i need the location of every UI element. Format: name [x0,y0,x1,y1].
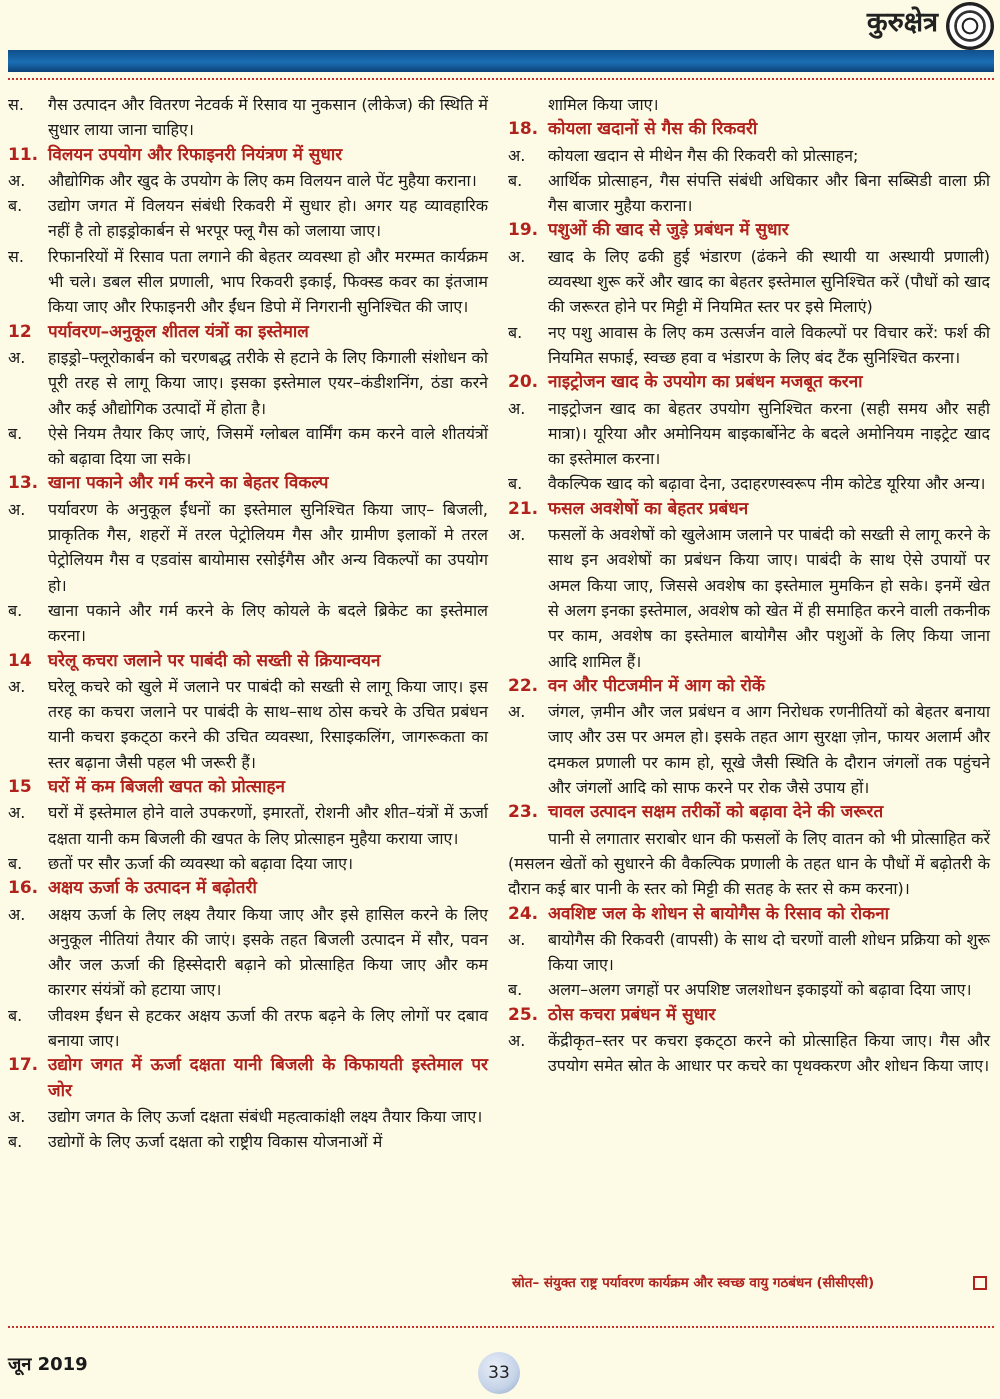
item-marker: ब. [508,322,523,342]
section-heading [8,775,488,800]
section-heading-text: उद्योग जगत में ऊर्जा दक्षता यानी बिजली के किफायती इस्तेमाल पर जोर [48,1055,488,1101]
right-column [508,92,990,1079]
chakra-emblem-icon [946,2,994,50]
magazine-title: कुरुक्षेत्र [866,7,938,38]
section-heading-text: पर्यावरण–अनुकूल शीतल यंत्रों का इस्तेमाल [48,321,309,342]
item-text: फसलों के अवशेषों को खुलेआम जलाने पर पाबंदी को सख्ती से लागू करने के साथ इन अवशेषों का प्रबंधन किया जाए। पाबंदी के साथ ऐसे उपायों पर अमल किया जाए, जिससे अवशेष का इस्तेमाल मुमकिन हो सके। इनमें खेत से अलग इनका इस्तेमाल, अवशेष को खेत में ही समाहित करने वाली तकनीक पर काम, अवशेष का इस्तेमाल बायोगैस और पशुओं के लिए किया जाना आदि शामिल हैं। [548,525,990,671]
item-marker: अ. [8,676,26,696]
section-heading-text: विलयन उपयोग और रिफाइनरी नियंत्रण में सुधार [48,144,343,165]
list-item [8,1104,488,1129]
section-heading [8,471,488,496]
item-marker: स. [8,246,24,266]
section-heading-text: चावल उत्पादन सक्षम तरीकों को बढ़ावा देने की जरूरत [548,802,884,823]
section-heading [8,320,488,345]
item-text: घरों में इस्तेमाल होने वाले उपकरणों, इमारतों, रोशनी और शीत–यंत्रों में ऊर्जा दक्षता यानी कम बिजली की खपत के लिए प्रोत्साहन मुहैया कराया जाए। [48,803,488,848]
item-text: पर्यावरण के अनुकूल ईंधनों का इस्तेमाल सुनिश्चित किया जाए– बिजली, प्राकृतिक गैस, शहरों में तरल पेट्रोलियम गैस और ग्रामीण इलाकों मे तरल पेट्रोलियम गैस व एडवांस बायोमास रसोईगैस और अन्य विकल्पों का उपयोग हो। [48,499,488,595]
item-marker: अ. [8,347,26,367]
section-heading [8,143,488,168]
item-marker: 21. [508,498,539,519]
item-text: वैकल्पिक खाद को बढ़ावा देना, उदाहरणस्वरूप नीम कोटेड यूरिया और अन्य। [548,474,986,494]
list-item [8,800,488,851]
list-item [8,902,488,1003]
item-marker: ब. [8,1005,23,1025]
item-text: केंद्रीकृत–स्तर पर कचरा इकट्‌ठा करने को प्रोत्साहित किया जाए। गैस और उपयोग समेत स्रोत के आधार पर कचरे का पृथक्करण और शोधन किया जाए। [548,1030,990,1076]
item-marker: अ. [508,246,526,266]
item-text: उद्योग जगत के लिए ऊर्जा दक्षता संबंधी महत्वाकांक्षी लक्ष्य तैयार किया जाए। [48,1106,483,1126]
list-item [8,497,488,598]
section-heading-text: कोयला खदानों से गैस की रिकवरी [548,119,758,140]
item-text: जंगल, ज़मीन और जल प्रबंधन व आग निरोधक रणनीतियों को बेहतर बनाया जाए और उस पर अमल हो। इसके तहत आग सुरक्षा ज़ोन, फायर अलार्म और दमकल प्रणाली पर काम हो, सूखे जैसी स्थिति के दौरान जंगलों तक पहुंचने और जंगलों आदि को साफ करने पर रोक जैसे उपाय हों। [548,702,990,798]
section-heading-text: वन और पीटजमीन में आग को रोकें [548,675,765,696]
item-marker: ब. [8,1132,23,1152]
list-item [8,92,488,143]
top-header [0,0,1000,48]
section-heading-text: अक्षय ऊर्जा के उत्पादन में बढ़ोतरी [48,878,257,899]
item-marker: अ. [8,803,26,823]
list-item [508,143,990,168]
section-heading [8,649,488,674]
section-heading-text: घरों में कम बिजली खपत को प्रोत्साहन [48,777,285,798]
item-text: छतों पर सौर ऊर्जा की व्यवस्था को बढ़ावा दिया जाए। [48,853,354,873]
section-heading [8,876,488,901]
list-item [8,598,488,649]
item-marker: 17. [8,1055,39,1076]
section-heading [508,497,990,522]
item-text: गैस उत्पादन और वितरण नेटवर्क में रिसाव या नुकसान (लीकेज) की स्थिति में सुधार लाया जाना चाहिए। [48,95,488,140]
item-marker: ब. [508,474,523,494]
item-marker: 20. [508,372,539,393]
list-item [508,522,990,674]
section-heading-text: घरेलू कचरा जलाने पर पाबंदी को सख्ती से क्रियान्वयन [48,650,381,671]
item-marker: ब. [8,853,23,873]
item-marker: 13. [8,473,39,494]
section-heading-text: अवशिष्ट जल के शोधन से बायोगैस के रिसाव को रोकना [548,903,890,924]
source-note: स्रोत– संयुक्त राष्ट्र पर्यावरण कार्यक्रम और स्वच्छ वायु गठबंधन (सीसीएसी) [512,1275,875,1291]
top-dotted-rule [8,78,994,80]
item-marker: ब. [508,980,523,1000]
section-heading [8,1053,488,1104]
list-item [8,168,488,193]
section-heading-text: खाना पकाने और गर्म करने का बेहतर विकल्प [48,473,329,494]
page-number: 33 [478,1352,520,1394]
item-text: हाइड्रो–फ्लूरोकार्बन को चरणबद्ध तरीके से हटाने के लिए किगाली संशोधन को पूरी तरह से लागू किया जाए। इसका इस्तेमाल एयर–कंडीशनिंग, ठंडा करने और कई औद्योगिक उत्पादों में होता है। [48,347,488,418]
list-item [8,345,488,421]
item-text: ऐसे नियम तैयार किए जाएं, जिसमें ग्लोबल वार्मिंग कम करने वाले शीतयंत्रों को बढ़ावा दिया जा सके। [48,423,488,469]
item-text: रिफानरियों में रिसाव पता लगाने की बेहतर व्यवस्था हो और मरम्मत कार्यक्रम भी चले। डबल सील प्रणाली, भाप रिकवरी इकाई, फिक्स्ड कवर का इंतजाम किया जाए और रिफाइनरी और ईंधन डिपो में निगरानी सुनिश्चित की जाए। [48,246,488,317]
item-marker: ब. [508,170,523,190]
list-item [508,977,990,1002]
section-heading [508,800,990,825]
list-item [8,851,488,876]
item-text: औद्योगिक और खुद के उपयोग के लिए कम विलयन वाले पेंट मुहैया कराना। [48,170,477,190]
list-item [508,699,990,800]
left-column [8,92,488,1154]
list-item [508,92,990,117]
list-item [508,396,990,472]
list-item [8,193,488,244]
item-marker: 15 [8,777,32,798]
section-heading-text: पशुओं की खाद से जुड़े प्रबंधन में सुधार [548,220,789,241]
item-marker: अ. [8,170,26,190]
item-marker: 22. [508,675,539,696]
item-text: कोयला खदान से मीथेन गैस की रिकवरी को प्रोत्साहन; [548,145,859,165]
item-marker: अ. [508,929,526,949]
section-heading [508,674,990,699]
item-text: उद्योगों के लिए ऊर्जा दक्षता को राष्ट्रीय विकास योजनाओं में [48,1132,383,1152]
item-marker: 25. [508,1004,539,1025]
list-item [508,320,990,371]
issue-date: जून 2019 [8,1354,88,1375]
item-marker: ब. [8,423,23,443]
item-marker: ब. [8,196,23,216]
list-item [8,674,488,775]
section-heading [508,218,990,243]
item-marker: अ. [8,499,26,519]
item-text: पानी से लगातार सराबोर धान की फसलों के लिए वातन को भी प्रोत्साहित करें (मसलन खेतों को सुधारने की वैकल्पिक प्रणाली के तहत धान के पौधों में बढ़ोतरी के दौरान कई बार पानी के स्तर को मिट्टी की सतह के स्तर से कम करना)। [508,828,990,899]
paragraph [508,826,990,902]
section-heading [508,117,990,142]
item-marker: 18. [508,119,539,140]
section-heading [508,902,990,927]
item-text: घरेलू कचरे को खुले में जलाने पर पाबंदी को सख्ती से लागू किया जाए। इस तरह का कचरा जलाने पर पाबंदी के साथ–साथ ठोस कचरे के उचित प्रबंधन यानी कचरा इकट्‌ठा करने की उचित व्यवस्था, रिसाइकलिंग, जागरूकता का स्तर बढ़ाना जैसी पहल भी जरूरी हैं। [48,676,488,772]
item-marker: अ. [8,1106,26,1126]
list-item [508,168,990,219]
item-text: खाद के लिए ढकी हुई भंडारण (ढंकने की स्थायी या अस्थायी प्रणाली) व्यवस्था शुरू करें और खाद का बेहतर इस्तेमाल सुनिश्चित करें (पौधों को खाद की जरूरत होने पर मिट्टी में नियमित स्तर पर इसे मिलाएं) [548,246,990,317]
item-marker: 23. [508,802,539,823]
item-marker: अ. [508,145,526,165]
list-item [508,1028,990,1079]
item-marker: अ. [508,398,526,418]
item-marker: 11. [8,144,39,165]
list-item [8,244,488,320]
header-blue-band [8,50,994,72]
item-text: बायोगैस की रिकवरी (वापसी) के साथ दो चरणों वाली शोधन प्रक्रिया को शुरू किया जाए। [548,929,990,975]
item-marker: 14 [8,650,32,671]
section-heading [508,370,990,395]
section-heading [508,1003,990,1028]
item-text: आर्थिक प्रोत्साहन, गैस संपत्ति संबंधी अधिकार और बिना सब्सिडी वाला फ्री गैस बाजार मुहैया कराना। [548,170,990,216]
item-marker: अ. [508,702,526,722]
item-marker: 24. [508,903,539,924]
item-text: अक्षय ऊर्जा के लिए लक्ष्य तैयार किया जाए और इसे हासिल करने के लिए अनुकूल नीतियां तैयार की जाएं। इसके तहत बिजली उत्पादन में सौर, पवन और जल ऊर्जा की हिस्सेदारी बढ़ाने को प्रोत्साहित किया जाए और कम कारगर संयंत्रों को हटाया जाए। [48,904,488,1000]
item-marker: 19. [508,220,539,241]
item-text: खाना पकाने और गर्म करने के लिए कोयले के बदले ब्रिकेट का इस्तेमाल करना। [48,600,488,646]
item-marker: अ. [508,525,526,545]
item-marker: स. [8,95,24,114]
section-heading-text: नाइट्रोजन खाद के उपयोग का प्रबंधन मजबूत करना [548,372,863,393]
item-text: नाइट्रोजन खाद का बेहतर उपयोग सुनिश्चित करना (सही समय और सही मात्रा)। यूरिया और अमोनियम बाइकार्बोनेट के बदले अमोनियम नाइट्रेट खाद का इस्तेमाल करना। [548,398,990,469]
item-text: अलग–अलग जगहों पर अपशिष्ट जलशोधन इकाइयों को बढ़ावा दिया जाए। [548,980,972,1000]
section-heading-text: फसल अवशेषों का बेहतर प्रबंधन [548,498,749,519]
end-of-article-icon [973,1276,987,1290]
list-item [8,421,488,472]
item-marker: अ. [508,1030,526,1050]
item-marker: 12 [8,321,32,342]
item-text: नए पशु आवास के लिए कम उत्सर्जन वाले विकल्पों पर विचार करें: फर्श की नियमित सफाई, स्वच्छ हवा व भंडारण के लिए बंद टैंक सुनिश्चित करना। [548,322,990,367]
list-item [508,927,990,978]
bottom-dotted-rule [8,1326,994,1328]
item-marker: ब. [8,600,23,620]
item-marker: अ. [8,904,26,924]
item-text: शामिल किया जाए। [548,95,659,114]
item-text: जीवश्म ईंधन से हटकर अक्षय ऊर्जा की तरफ बढ़ने के लिए लोगों पर दबाव बनाया जाए। [48,1005,488,1050]
item-text: उद्योग जगत में विलयन संबंधी रिकवरी में सुधार हो। अगर यह व्यावहारिक नहीं है तो हाइड्रोकार्बन से भरपूर फ्लू गैस को जलाया जाए। [48,196,488,241]
list-item [8,1129,488,1154]
list-item [508,471,990,496]
section-heading-text: ठोस कचरा प्रबंधन में सुधार [548,1004,716,1025]
item-marker: 16. [8,878,39,899]
list-item [508,244,990,320]
list-item [8,1003,488,1054]
